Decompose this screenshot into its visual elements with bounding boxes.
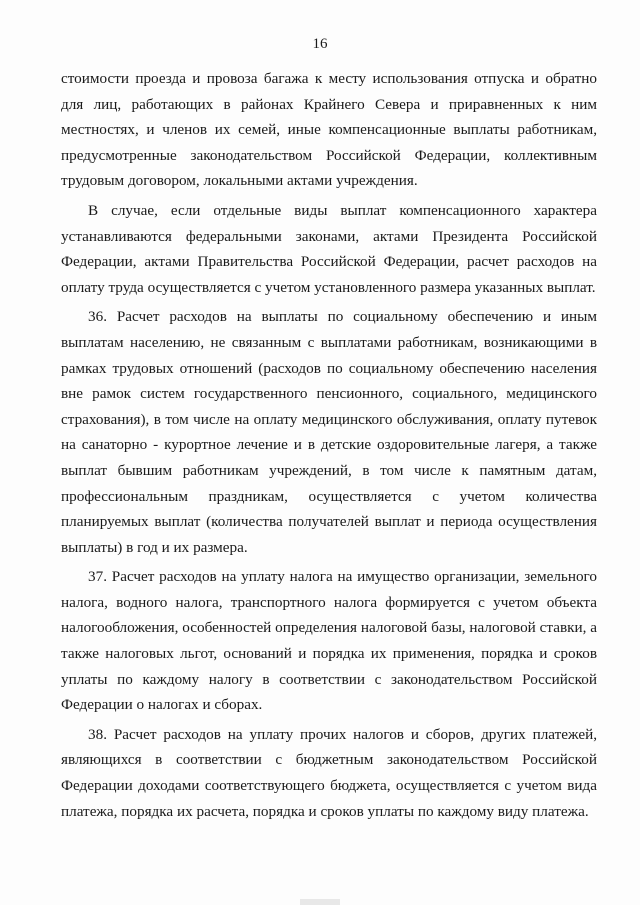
paragraph-37-property-tax: 37. Расчет расходов на уплату налога на имущество организации, земельного налога, водного налога, транспортного налога формируется с учетом объекта налогообложения, особенностей определения налоговой базы, налоговой ставки, а также налоговых льгот, оснований и порядка их применения, порядка и сроков уплаты по каждому налогу в соответствии с законодательством Российской Федерации о налогах и сборах. — [61, 568, 597, 714]
footer-scan-mark — [300, 899, 340, 905]
paragraph-38-other-taxes: 38. Расчет расходов на уплату прочих налогов и сборов, других платежей, являющихся в соответствии с бюджетным законодательством Российской Федерации доходами соответствующего бюджета, осуществляется с учетом вида платежа, порядка их расчета, порядка и сроков уплаты по каждому виду платежа. — [61, 725, 597, 820]
page-number: 16 — [312, 36, 328, 52]
paragraph-compensation-federal-laws: В случае, если отдельные виды выплат компенсационного характера устанавливаются федеральными законами, актами Президента Российской Федерации, актами Правительства Российской Федерации, расчет расходов на оплату труда осуществляется с учетом установленного размера указанных выплат. — [61, 201, 597, 296]
paragraph-continuation: стоимости проезда и провоза багажа к месту использования отпуска и обратно для лиц, работающих в районах Крайнего Севера и приравненных к ним местностях, и членов их семей, иные компенсационные выплаты работникам, предусмотренные законодательством Российской Федерации, коллективным трудовым договором, локальными актами учреждения. — [61, 70, 597, 190]
paragraph-36-social-payments: 36. Расчет расходов на выплаты по социальному обеспечению и иным выплатам населению, не связанным с выплатами работникам, возникающими в рамках трудовых отношений (расходов по социальному обеспечению населения вне рамок систем государственного пенсионного, социального, медицинского страхования), в том числе на оплату медицинского обслуживания, оплату путевок на санаторно - курортное лечение и в детские оздоровительные лагеря, а также выплат бывшим работникам учреждений, в том числе к памятным датам, профессиональным праздникам, осуществляется с учетом количества планируемых выплат (количества получателей выплат и периода осуществления выплаты) в год и их размера. — [61, 308, 597, 556]
document-body — [61, 66, 597, 828]
